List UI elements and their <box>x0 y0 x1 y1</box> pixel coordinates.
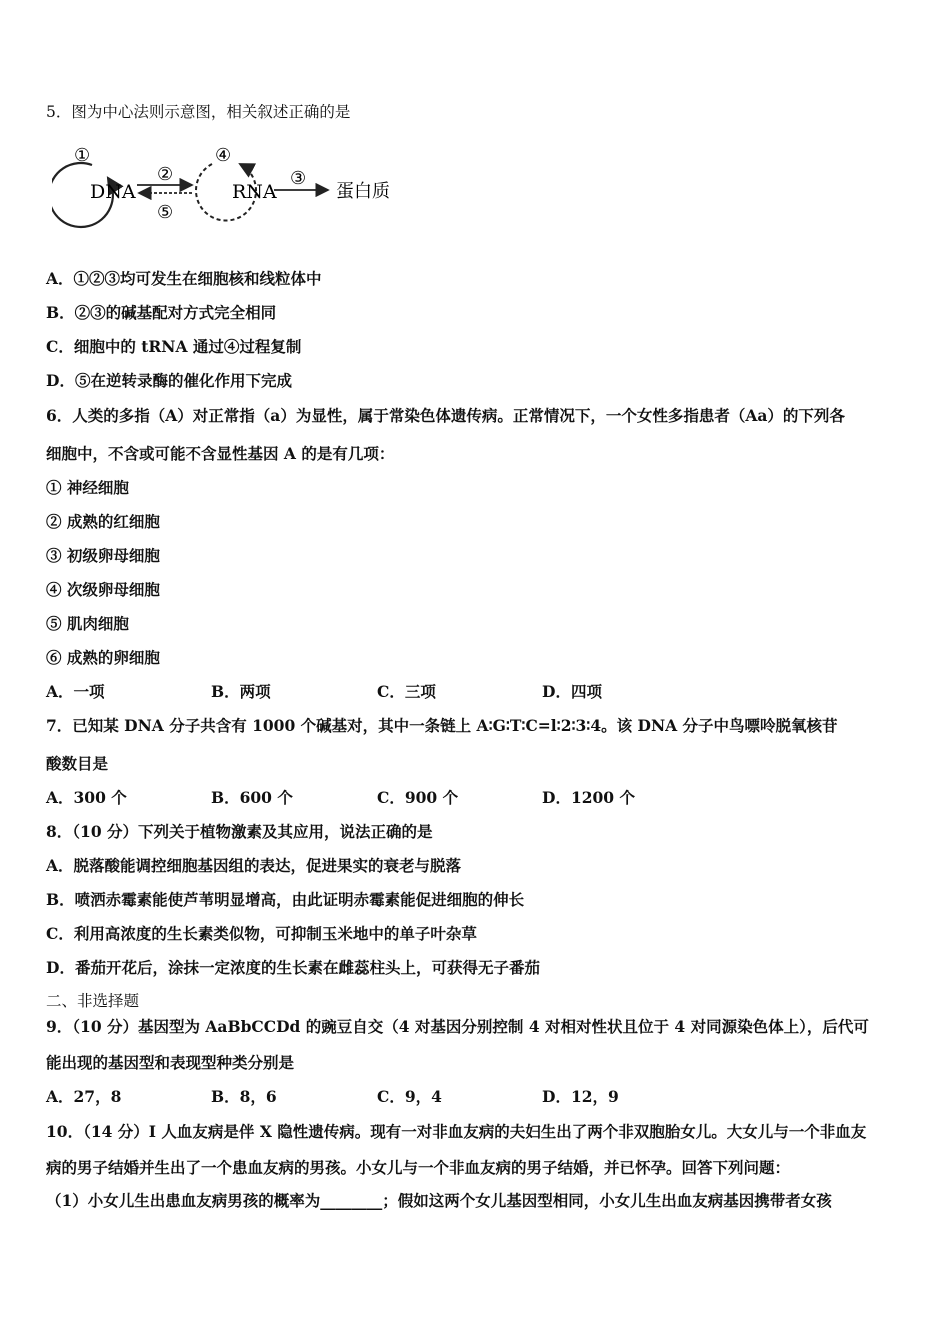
q9-option-a: A．27，8 <box>46 1087 122 1106</box>
q6-stem-line1: 6．人类的多指（A）对正常指（a）为显性，属于常染色体遗传病。正常情况下，一个女性多指患者（Aa）的下列各 <box>46 406 845 425</box>
dna-label: DNA <box>90 181 136 203</box>
q8-stem: 8．（10 分）下列关于植物激素及其应用，说法正确的是 <box>46 822 433 841</box>
q10-stem-line1: 10．（14 分）I 人血友病是伴 X 隐性遗传病。现有一对非血友病的夫妇生出了两个非双胞胎女儿。大女儿与一个非血友 <box>46 1122 867 1141</box>
q6-option-b: B．两项 <box>211 682 271 701</box>
q9-stem-line2: 能出现的基因型和表现型种类分别是 <box>46 1053 295 1072</box>
q7-option-a: A．300 个 <box>46 788 127 807</box>
q9-option-b: B．8，6 <box>211 1087 277 1106</box>
q9-option-c: C．9，4 <box>377 1087 442 1106</box>
q6-item-4: ④ 次级卵母细胞 <box>46 580 160 599</box>
section-heading: 二、非选择题 <box>46 992 140 1010</box>
q10-stem-line3: （1）小女儿生出患血友病男孩的概率为________；假如这两个女儿基因型相同，小女儿生出血友病基因携带者女孩 <box>46 1191 832 1210</box>
central-dogma-diagram <box>52 140 402 230</box>
q6-item-2: ② 成熟的红细胞 <box>46 512 160 531</box>
q6-item-5: ⑤ 肌肉细胞 <box>46 614 129 633</box>
q10-stem-line2: 病的男子结婚并生出了一个患血友病的男孩。小女儿与一个非血友病的男子结婚，并已怀孕。回答下列问题： <box>46 1158 791 1177</box>
q7-stem-line1: 7．已知某 DNA 分子共含有 1000 个碱基对，其中一条链上 A∶G∶T∶C=l∶2∶3∶4。该 DNA 分子中鸟嘌呤脱氧核苷 <box>46 716 838 735</box>
marker-5: ⑤ <box>157 202 174 223</box>
q5-option-d: D．⑤在逆转录酶的催化作用下完成 <box>46 371 292 390</box>
q9-stem-line1: 9．（10 分）基因型为 AaBbCCDd 的豌豆自交（4 对基因分别控制 4 对相对性状且位于 4 对同源染色体上），后代可 <box>46 1017 869 1036</box>
marker-4: ④ <box>215 145 232 166</box>
q8-option-b: B．喷洒赤霉素能使芦苇明显增高，由此证明赤霉素能促进细胞的伸长 <box>46 890 525 909</box>
q6-option-c: C．三项 <box>377 682 436 701</box>
q5-stem: 5．图为中心法则示意图，相关叙述正确的是 <box>46 103 351 121</box>
marker-1: ① <box>74 145 91 166</box>
q7-option-b: B．600 个 <box>211 788 293 807</box>
q6-option-d: D．四项 <box>542 682 602 701</box>
q6-item-3: ③ 初级卵母细胞 <box>46 546 160 565</box>
q5-option-c: C．细胞中的 tRNA 通过④过程复制 <box>46 337 302 356</box>
q8-option-a: A．脱落酸能调控细胞基因组的表达，促进果实的衰老与脱落 <box>46 856 462 875</box>
q5-option-b: B．②③的碱基配对方式完全相同 <box>46 303 277 322</box>
protein-label: 蛋白质 <box>336 181 390 202</box>
q6-option-a: A．一项 <box>46 682 105 701</box>
q6-item-1: ① 神经细胞 <box>46 478 129 497</box>
rna-label: RNA <box>232 181 277 203</box>
q6-stem-line2: 细胞中，不含或可能不含显性基因 A 的是有几项： <box>46 444 395 463</box>
q7-stem-line2: 酸数目是 <box>46 754 109 773</box>
q9-option-d: D．12，9 <box>542 1087 619 1106</box>
q6-item-6: ⑥ 成熟的卵细胞 <box>46 648 160 667</box>
q7-option-d: D．1200 个 <box>542 788 635 807</box>
marker-3: ③ <box>290 168 307 189</box>
q8-option-d: D．番茄开花后，涂抹一定浓度的生长素在雌蕊柱头上，可获得无子番茄 <box>46 958 540 977</box>
q7-option-c: C．900 个 <box>377 788 459 807</box>
q5-option-a: A．①②③均可发生在细胞核和线粒体中 <box>46 269 322 288</box>
q8-option-c: C．利用高浓度的生长素类似物，可抑制玉米地中的单子叶杂草 <box>46 924 477 943</box>
marker-2: ② <box>157 164 174 185</box>
